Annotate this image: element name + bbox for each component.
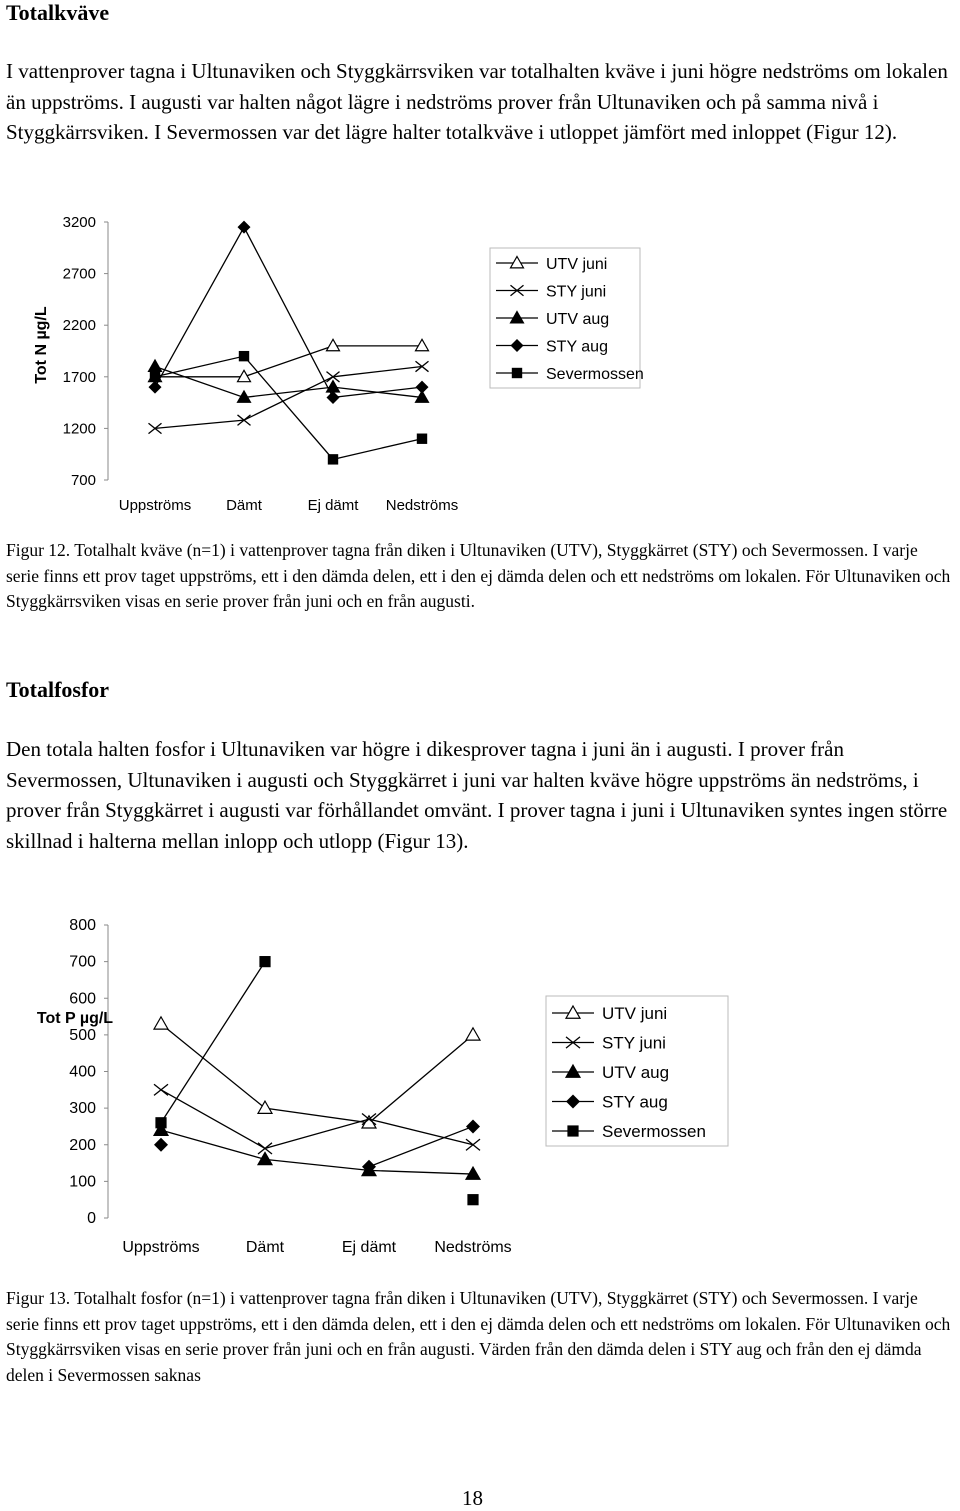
chart1-series-3-point-3: [466, 1119, 480, 1133]
chart1-series-2-line-0: [161, 1130, 473, 1174]
chart1-legend-label-0: UTV juni: [602, 1004, 668, 1023]
chart1-legend-label-3: STY aug: [602, 1092, 668, 1112]
chart1-y-tick-label-300: 300: [69, 1100, 96, 1118]
chart1-series-1-point-0: [154, 1084, 168, 1095]
chart1-series-4-point-1: [259, 956, 270, 967]
chart1-legend-marker-4: [567, 1125, 578, 1136]
chart1-y-tick-label-600: 600: [69, 990, 96, 1008]
chart0-y-axis-label: Tot N µg/L: [33, 306, 50, 384]
chart1-series-2-point-3: [466, 1167, 480, 1179]
heading-totalkvave: Totalkväve: [6, 0, 110, 25]
caption-figur-12: Figur 12. Totalhalt kväve (n=1) i vattenprover tagna från diken i Ultunaviken (UTV), Styggkärret (STY) och Severmossen. I varje serie finns ett prov taget uppströms, ett i den dämda delen, ett i den ej dämda delen och ett nedströms om lokalen. För Ultunaviken och Styggkärrsviken visas en serie prover från juni och en från augusti.: [6, 540, 951, 611]
paragraph-totalkvave: I vattenprover tagna i Ultunaviken och Styggkärrsviken var totalhalten kväve i juni högre nedströms om lokalen än uppströms. I augusti var halten något lägre i nedströms prover från Ultunaviken och på samma nivå i Styggkärrsviken. I Severmossen var det lägre halter totalkväve i utloppet jämfört med inloppet (Figur 12).: [6, 59, 948, 144]
chart1-series-4: [155, 956, 478, 1205]
chart1-series-2: [154, 1123, 480, 1179]
paragraph-totalfosfor: Den totala halten fosfor i Ultunaviken var högre i dikesprover tagna i juni än i augusti. I prover från Severmossen, Ultunaviken i augusti och Styggkärret i juni var halten kväve högre uppströms än nedströms, i prover från Styggkärret i augusti var förhållandet omvänt. I prover tagna i juni i Ultunaviken syntes ingen större skillnad i halterna mellan inlopp och utlopp (Figur 13).: [6, 737, 948, 853]
chart0-y-tick-label-1200: 1200: [62, 420, 96, 438]
chart1-series-4-point-0: [155, 1117, 166, 1128]
chart0-y-tick-label-2200: 2200: [62, 317, 96, 335]
chart0-x-category-label-3: Nedströms: [385, 497, 459, 514]
chart0-y-tick-label-1700: 1700: [62, 368, 96, 386]
chart1-series-1: [154, 1084, 480, 1154]
chart1-x-category-label-3: Nedströms: [434, 1239, 512, 1256]
chart1-series-3-point-0: [154, 1138, 168, 1152]
chart1-series-1-line-0: [161, 1090, 473, 1149]
chart1-y-tick-label-200: 200: [69, 1136, 96, 1154]
chart1-series-0-line-0: [161, 1024, 473, 1123]
chart1-x-category-label-0: Uppströms: [122, 1239, 200, 1256]
chart0-x-category-label-2: Ej dämt: [307, 497, 359, 514]
caption-figur-13: Figur 13. Totalhalt fosfor (n=1) i vattenprover tagna från diken i Ultunaviken (UTV), Styggkärret (STY) och Severmossen. I varje serie finns ett prov taget uppströms, ett i den dämda delen, ett i den ej dämda delen och ett nedströms om lokalen. För Ultunaviken och Styggkärrsviken visas en serie prover från juni och en från augusti. Värden från den dämda delen i STY aug och från den ej dämda delen i Severmossen saknas: [6, 1288, 951, 1385]
chart1-legend-label-4: Severmossen: [602, 1122, 706, 1141]
chart1-x-category-label-1: Dämt: [245, 1239, 285, 1256]
chart1-series-0-point-0: [154, 1017, 168, 1029]
chart1-series-4-point-3: [467, 1194, 478, 1205]
chart0-x-category-label-1: Dämt: [226, 497, 262, 514]
chart0-legend-label-3: STY aug: [546, 338, 608, 356]
chart0-x-category-label-0: Uppströms: [118, 497, 192, 514]
chart1-y-tick-label-400: 400: [69, 1063, 96, 1081]
heading-totalfosfor: Totalfosfor: [6, 677, 110, 702]
chart1-y-tick-label-700: 700: [69, 953, 96, 971]
chart1-legend-label-1: STY juni: [602, 1033, 666, 1053]
chart1-y-axis-label: Tot P µg/L: [36, 1010, 114, 1027]
chart0-legend-label-1: STY juni: [546, 283, 607, 301]
chart1-y-tick-label-0: 0: [87, 1210, 96, 1227]
chart0-y-tick-label-3200: 3200: [62, 214, 96, 231]
chart1-y-tick-label-100: 100: [69, 1173, 96, 1191]
chart1-series-0: [154, 1017, 480, 1128]
chart1-series-4-line-0: [161, 962, 265, 1123]
page-number: 18: [462, 1486, 483, 1510]
chart0-legend-label-0: UTV juni: [546, 256, 608, 273]
chart1-series-0-point-1: [258, 1101, 272, 1113]
chart1-series-1-point-3: [466, 1139, 480, 1150]
chart1-series-0-point-3: [466, 1028, 480, 1040]
chart0-y-tick-label-700: 700: [70, 472, 96, 489]
chart1-y-tick-label-800: 800: [69, 917, 96, 934]
chart1-y-tick-label-500: 500: [69, 1026, 96, 1044]
chart0-legend-label-4: Severmossen: [546, 366, 644, 383]
chart1-x-category-label-2: Ej dämt: [341, 1239, 397, 1256]
chart1-legend-label-2: UTV aug: [602, 1063, 670, 1082]
chart1-series-3: [154, 1119, 480, 1173]
chart0-legend-label-2: UTV aug: [546, 311, 610, 328]
chart0-y-tick-label-2700: 2700: [62, 265, 96, 283]
